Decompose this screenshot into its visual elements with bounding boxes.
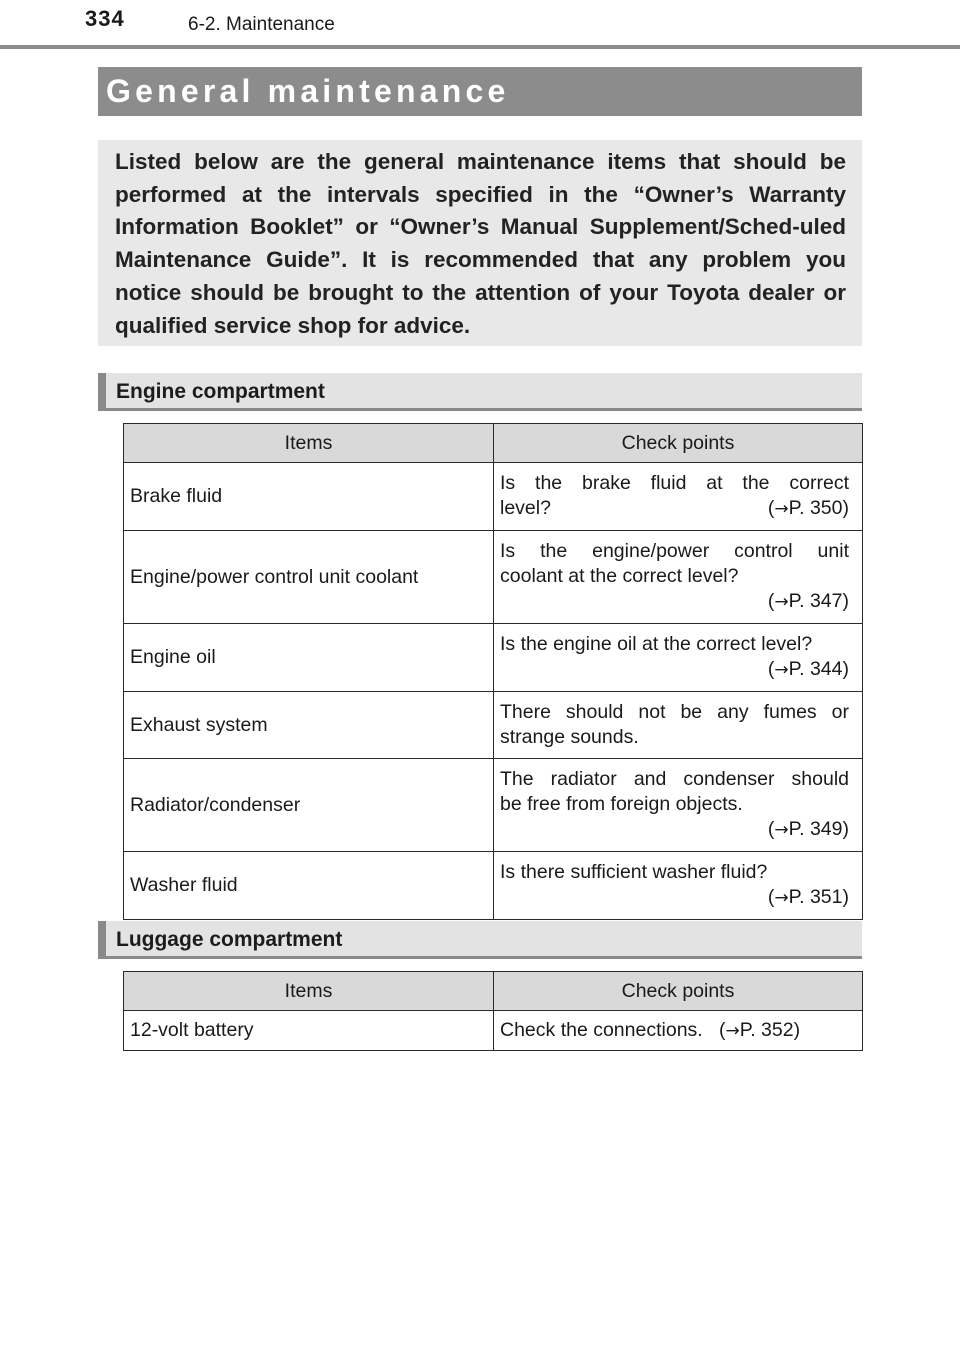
check-point-line: Is the engine/power control unit xyxy=(500,540,849,562)
page-header xyxy=(0,0,960,52)
page-reference: (→P. 349) xyxy=(767,818,849,840)
reference-line xyxy=(500,817,849,843)
check-point xyxy=(494,1011,863,1051)
column-header-check-points: Check points xyxy=(494,424,863,463)
check-point xyxy=(494,759,863,852)
table-header-row xyxy=(124,972,863,1011)
header-divider xyxy=(0,45,960,49)
page-number: 334 xyxy=(85,6,125,31)
item-name: Engine oil xyxy=(124,624,494,692)
page-reference: (→P. 347) xyxy=(767,590,849,612)
item-name: Radiator/condenser xyxy=(124,759,494,852)
check-point-line: Is the engine oil at the correct level? xyxy=(500,633,813,655)
check-point-line: strange sounds. xyxy=(500,726,639,748)
page-title: General maintenance xyxy=(98,67,862,116)
reference-line xyxy=(500,589,849,615)
reference-page: P. 347 xyxy=(788,590,843,612)
right-arrow-icon: → xyxy=(725,1020,740,1041)
item-name: Washer fluid xyxy=(124,852,494,920)
item-name: Engine/power control unit coolant xyxy=(124,531,494,624)
page-reference: (→P. 352) xyxy=(718,1018,801,1041)
check-point xyxy=(494,531,863,624)
reference-page: P. 351 xyxy=(788,886,843,908)
table-row xyxy=(124,692,863,759)
page-reference: (→P. 344) xyxy=(767,658,849,680)
reference-page: P. 349 xyxy=(788,818,843,840)
table-row xyxy=(124,1011,863,1051)
right-arrow-icon: → xyxy=(774,592,789,612)
right-arrow-icon: → xyxy=(774,820,789,840)
luggage-compartment-heading: Luggage compartment xyxy=(98,921,862,959)
check-point-line: There should not be any fumes or xyxy=(500,701,849,723)
right-arrow-icon: → xyxy=(774,660,789,680)
right-arrow-icon: → xyxy=(774,888,789,908)
table-row xyxy=(124,463,863,531)
column-header-items: Items xyxy=(124,424,494,463)
reference-page: P. 344 xyxy=(788,658,843,680)
check-point xyxy=(494,692,863,759)
reference-page: P. 350 xyxy=(788,497,843,519)
luggage-compartment-table xyxy=(123,971,863,1051)
check-point-line xyxy=(500,496,849,522)
check-point-line: coolant at the correct level? xyxy=(500,565,739,587)
reference-line xyxy=(500,657,849,683)
column-header-items: Items xyxy=(124,972,494,1011)
table-row xyxy=(124,624,863,692)
column-header-check-points: Check points xyxy=(494,972,863,1011)
check-point-text: Check the connections. xyxy=(500,1018,703,1041)
check-point-line: be free from foreign objects. xyxy=(500,793,743,815)
table-row xyxy=(124,852,863,920)
check-point-line: Is there sufficient washer fluid? xyxy=(500,861,768,883)
table-header-row xyxy=(124,424,863,463)
right-arrow-icon: → xyxy=(774,499,789,519)
table-row xyxy=(124,759,863,852)
check-point xyxy=(494,624,863,692)
item-name: Exhaust system xyxy=(124,692,494,759)
check-point xyxy=(494,463,863,531)
reference-page: P. 352 xyxy=(739,1018,794,1041)
engine-compartment-heading: Engine compartment xyxy=(98,373,862,411)
check-point-line: The radiator and condenser should xyxy=(500,768,849,790)
table-row xyxy=(124,531,863,624)
check-point xyxy=(494,852,863,920)
item-name: 12-volt battery xyxy=(124,1011,494,1051)
page-reference: (→P. 351) xyxy=(767,886,849,908)
engine-compartment-table xyxy=(123,423,863,920)
check-point-line: Is the brake fluid at the correct xyxy=(500,472,849,494)
page-reference: (→P. 350) xyxy=(767,497,849,519)
intro-text: Listed below are the general maintenance items that should be performed at the intervals specified in the “Owner’s Warranty Information Booklet” or “Owner’s Manual Supplement/Sched-uled Maintenance Guide”. It is recommended that any problem you notice should be brought to the attention of your Toyota dealer or qualified service shop for advice. xyxy=(115,149,846,338)
item-name: Brake fluid xyxy=(124,463,494,531)
check-point-text: level? xyxy=(500,497,551,519)
intro-box xyxy=(98,140,862,346)
section-label: 6-2. Maintenance xyxy=(188,14,335,35)
reference-line xyxy=(500,885,849,911)
